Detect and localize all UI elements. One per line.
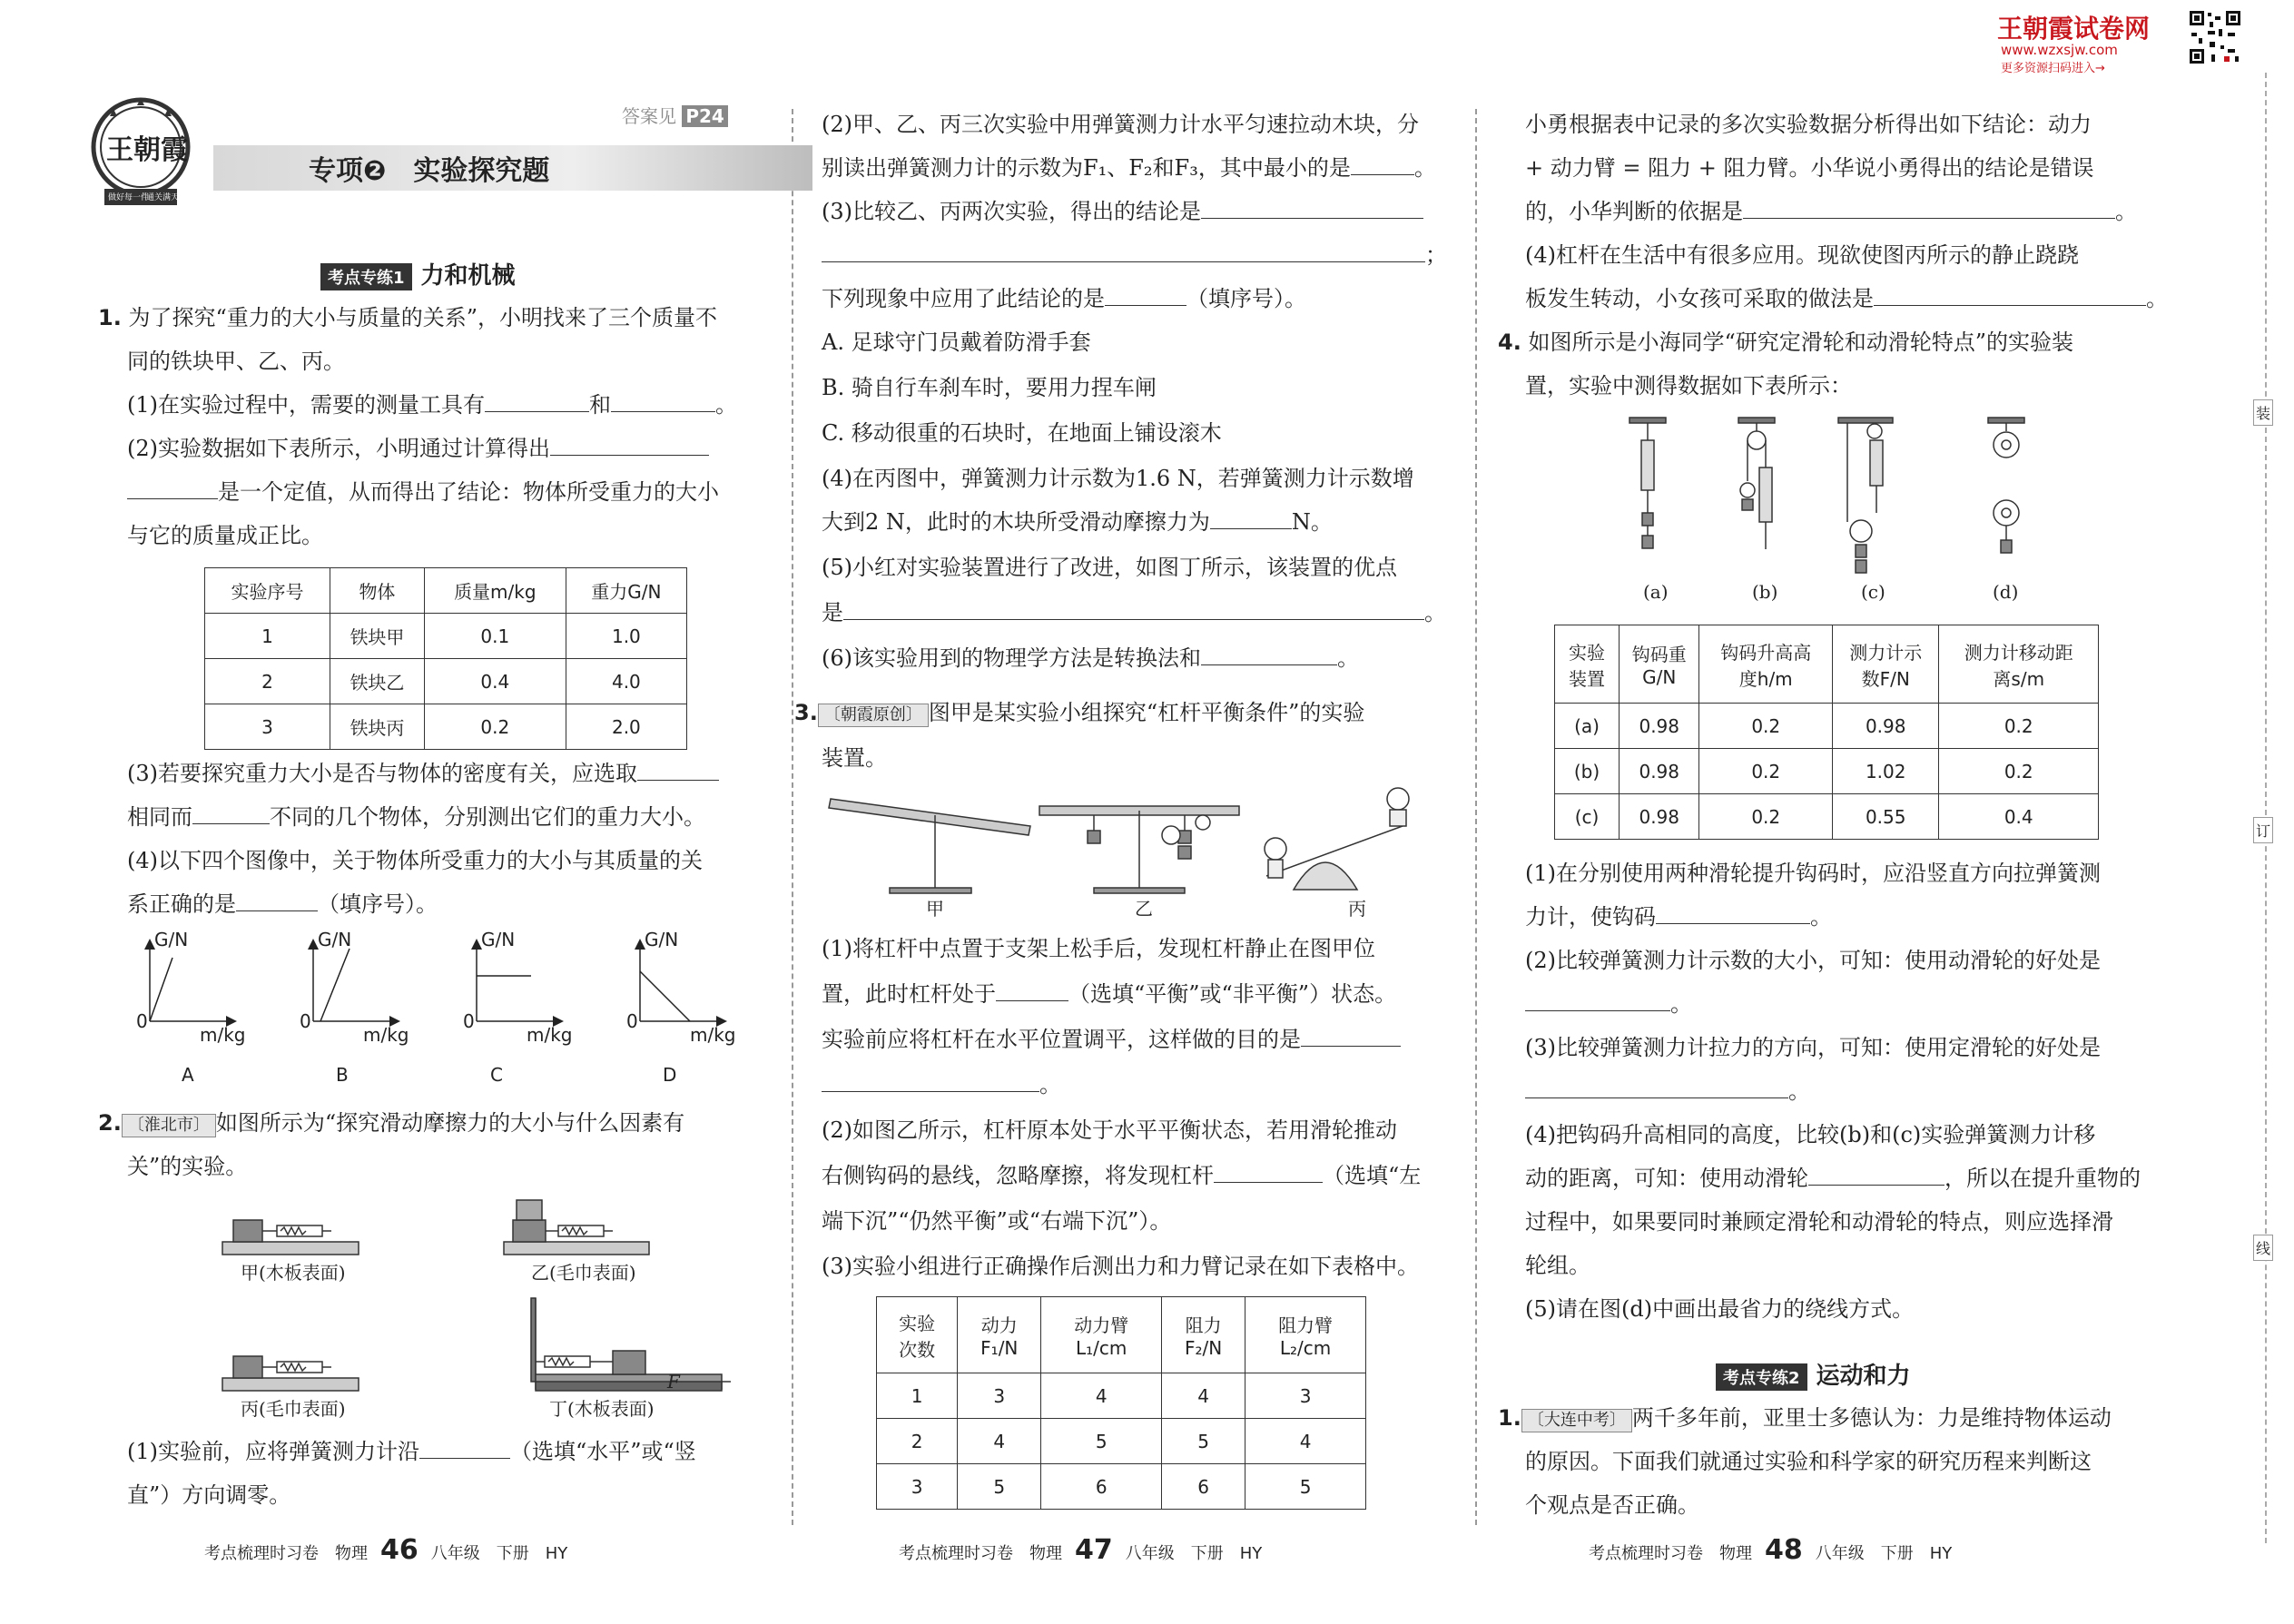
q4-blank-3[interactable] xyxy=(1525,1076,1788,1098)
table-row: 3 5 6 6 5 xyxy=(877,1464,1366,1510)
fig-ding xyxy=(531,1298,731,1391)
q3-blank-6[interactable] xyxy=(1874,283,2146,306)
q4-fig-d-caption: (d) xyxy=(1993,581,2019,603)
q2-part-5b: 是 。 xyxy=(822,597,1446,628)
page-number-47: 47 xyxy=(1075,1534,1113,1566)
q5-source-tag: 〔大连中考〕 xyxy=(1521,1409,1632,1432)
q2-blank-6[interactable] xyxy=(1210,507,1292,529)
section-1-heading xyxy=(320,257,516,290)
q3-part-2a: (2)如图乙所示，杠杆原本处于水平平衡状态，若用滑轮推动 xyxy=(822,1117,1397,1143)
q4-blank-2[interactable] xyxy=(1525,989,1670,1011)
q4-part-3b: 。 xyxy=(1525,1076,1810,1107)
q4-part-1a: (1)在分别使用两种滑轮提升钩码时，应沿竖直方向拉弹簧测 xyxy=(1525,861,2101,886)
q4-part-2b: 。 xyxy=(1525,989,1692,1019)
footer-page-48: 考点梳理时习卷 物理 48 八年级 下册 HY xyxy=(1589,1534,1953,1566)
graph-d xyxy=(640,944,722,1021)
q3-part-4b: 板发生转动，小女孩可采取的做法是 。 xyxy=(1525,283,2168,314)
q2-friction-figures xyxy=(186,1180,731,1407)
brand-slogan: 更多资源扫码进入→ xyxy=(2001,62,2105,75)
page-47 xyxy=(794,0,1457,1624)
section-2-badge: 考点专练2 xyxy=(1716,1363,1807,1391)
q3-fig-yi-caption: 乙 xyxy=(1135,898,1153,920)
brand-name: 王朝霞试卷网 xyxy=(1997,14,2151,44)
graph-d-label: D xyxy=(663,1064,677,1086)
q2-blank-3[interactable] xyxy=(1201,196,1423,219)
graph-c-origin: 0 xyxy=(463,1010,475,1032)
q4-part-4a: (4)把钩码升高相同的高度，比较(b)和(c)实验弹簧测力计移 xyxy=(1525,1122,2096,1147)
table-row: 1 3 4 4 3 xyxy=(877,1373,1366,1419)
pulley-b xyxy=(1738,418,1775,549)
q1-blank-2[interactable] xyxy=(611,389,715,412)
q1-line-1: 1. 为了探究“重力的大小与质量的关系”，小明找来了三个质量不 xyxy=(98,305,718,330)
q4-line-2: 置，实验中测得数据如下表所示： xyxy=(1525,373,1852,399)
graph-b-label: B xyxy=(336,1064,349,1086)
q1-part-2b: 是一个定值，从而得出了结论：物体所受重力的大小 xyxy=(127,477,719,507)
graph-c xyxy=(477,944,558,1021)
q3-part-3a: (3)实验小组进行正确操作后测出力和力臂记录在如下表格中。 xyxy=(822,1254,1419,1279)
table-row: 3 铁块丙 0.2 2.0 xyxy=(205,704,687,750)
graph-d-xlabel: m/kg xyxy=(690,1024,736,1046)
logo-motto-left: 做好每一件 xyxy=(108,193,150,202)
q3-source-tag: 〔朝霞原创〕 xyxy=(818,704,929,727)
graph-b xyxy=(313,944,395,1021)
table-row: 2 4 5 5 4 xyxy=(877,1419,1366,1464)
q3-part-2b: 右侧钩码的悬线，忽略摩擦，将发现杠杆 （选填“左 xyxy=(822,1160,1421,1191)
q4-blank-1[interactable] xyxy=(1656,901,1810,924)
q3-fig-jia-caption: 甲 xyxy=(926,898,944,920)
page-number-46: 46 xyxy=(380,1534,418,1566)
q1-data-table: 实验序号 物体 质量m/kg 重力G/N 1 铁块甲 0.1 1.0 2 铁块乙 0.4 4.0 3 铁块丙 0.2 2.0 xyxy=(204,567,687,750)
answer-ref-label: 答案见 xyxy=(622,105,676,127)
q4-part-5: (5)请在图(d)中画出最省力的绕线方式。 xyxy=(1525,1296,1915,1322)
graph-a-origin: 0 xyxy=(136,1010,148,1032)
graph-b-xlabel: m/kg xyxy=(363,1024,409,1046)
page-46 xyxy=(86,0,776,1624)
pulley-a xyxy=(1629,418,1666,548)
qr-code-icon[interactable] xyxy=(2188,9,2242,65)
q1-part-2c: 与它的质量成正比。 xyxy=(127,523,323,548)
graph-a xyxy=(150,944,231,1021)
q2-part-2a: (2)甲、乙、丙三次实验中用弹簧测力计水平匀速拉动木块，分 xyxy=(822,112,1419,137)
page-48 xyxy=(1498,0,2179,1624)
table-row: (a) 0.98 0.2 0.98 0.2 xyxy=(1555,704,2099,749)
binding-char-1: 装 xyxy=(2253,399,2273,426)
pulley-c xyxy=(1838,418,1893,573)
q4-fig-b-caption: (b) xyxy=(1752,581,1778,603)
q3-blank-1[interactable] xyxy=(996,979,1068,1001)
table-row: 1 铁块甲 0.1 1.0 xyxy=(205,614,687,659)
q1-part-3a: (3)若要探究重力大小是否与物体的密度有关，应选取 xyxy=(127,758,719,789)
brand-url[interactable]: www.wzxsjw.com xyxy=(2001,42,2118,58)
graph-a-ylabel: G/N xyxy=(154,929,189,950)
q5-line-1: 1. 〔大连中考〕 两千多年前，亚里士多德认为：力是维持物体运动 xyxy=(1498,1405,2112,1431)
binding-char-3: 线 xyxy=(2253,1235,2273,1261)
q5-line-3: 个观点是否正确。 xyxy=(1525,1492,1699,1518)
q2-fig-yi-caption: 乙(毛巾表面) xyxy=(531,1262,636,1284)
answer-ref xyxy=(622,102,728,128)
lever-yi xyxy=(1039,806,1239,893)
q1-part-3b: 相同而 不同的几个物体，分别测出它们的重力大小。 xyxy=(127,802,705,832)
q4-line-1: 4. 如图所示是小海同学“研究定滑轮和动滑轮特点”的实验装 xyxy=(1498,330,2074,355)
binding-char-2: 订 xyxy=(2253,817,2273,843)
graph-c-label: C xyxy=(490,1064,503,1086)
th: 实验序号 xyxy=(205,568,330,614)
page-number-48: 48 xyxy=(1765,1534,1803,1566)
logo-text: 王朝霞 xyxy=(106,134,188,166)
q1-blank-3[interactable] xyxy=(550,433,709,456)
q1-blank-1[interactable] xyxy=(485,389,589,412)
q3-part-1a: (1)将杠杆中点置于支架上松手后，发现杠杆静止在图甲位 xyxy=(822,936,1375,961)
q4-blank-4[interactable] xyxy=(1808,1163,1944,1186)
section-2-title: 运动和力 xyxy=(1816,1363,1911,1390)
q4-part-4b: 动的距离，可知：使用动滑轮 ，所以在提升重物的 xyxy=(1525,1163,2141,1194)
q4-pulley-figures xyxy=(1607,413,2079,595)
q3-line-1: 3. 〔朝霞原创〕 图甲是某实验小组探究“杠杆平衡条件”的实验 xyxy=(794,700,1365,725)
q4-part-4d: 轮组。 xyxy=(1525,1253,1590,1278)
footer-page-47: 考点梳理时习卷 物理 47 八年级 下册 HY xyxy=(899,1534,1263,1566)
graph-c-ylabel: G/N xyxy=(481,929,516,950)
q3-lever-table: 实验 次数 动力 F₁/N 动力臂 L₁/cm 阻力 F₂/N 阻力臂 L₂/cm 1 3 4 4 3 2 4 5 5 4 3 5 6 6 5 xyxy=(876,1296,1366,1510)
q3-blank-2[interactable] xyxy=(1301,1024,1401,1047)
q4-pulley-table: 实验 装置 钩码重 G/N 钩码升高高 度h/m 测力计示 数F/N 测力计移动距 离s/m (a) 0.98 0.2 0.98 0.2 (b) 0.98 0.2 1.02 0.2 (c) 0.98 0.2 0.55 0.4 xyxy=(1554,625,2099,840)
q2-part-5a: (5)小红对实验装置进行了改进，如图丁所示，该装置的优点 xyxy=(822,555,1397,580)
graph-c-xlabel: m/kg xyxy=(527,1024,573,1046)
q3-conclusion-3: 的，小华判断的依据是 。 xyxy=(1525,196,2137,227)
q2-part-1a: (1)实验前，应将弹簧测力计沿 （选填“水平”或“竖 xyxy=(127,1436,696,1467)
q4-fig-a-caption: (a) xyxy=(1643,581,1669,603)
q2-blank-2[interactable] xyxy=(1351,153,1414,175)
logo-motto-right: 通关满天下 xyxy=(146,193,188,202)
q2-part-1b: 直”）方向调零。 xyxy=(127,1482,291,1508)
graph-a-xlabel: m/kg xyxy=(200,1024,246,1046)
q4-part-1b: 力计，使钩码 。 xyxy=(1525,901,1832,932)
q1-blank-4[interactable] xyxy=(127,477,218,499)
q2-blank-4[interactable] xyxy=(822,240,1425,262)
q2-part-3b: ； xyxy=(822,240,1447,271)
q3-part-1c: 实验前应将杠杆在水平位置调平，这样做的目的是 xyxy=(822,1024,1401,1055)
q1-part-1: (1)在实验过程中，需要的测量工具有 和 。 xyxy=(127,389,737,420)
q2-part-3c: 下列现象中应用了此结论的是 （填序号）。 xyxy=(822,283,1306,314)
table-row: (b) 0.98 0.2 1.02 0.2 xyxy=(1555,749,2099,794)
q3-part-4a: (4)杠杆在生活中有很多应用。现欲使图丙所示的静止跷跷 xyxy=(1525,242,2079,268)
q1-line-2: 同的铁块甲、乙、丙。 xyxy=(127,349,345,374)
q2-option-b: B. 骑自行车刹车时，要用力捏车闸 xyxy=(822,375,1157,400)
pulley-d xyxy=(1988,418,2024,553)
q2-part-4a: (4)在丙图中，弹簧测力计示数为1.6 N，若弹簧测力计示数增 xyxy=(822,466,1414,491)
q2-fig-bing-caption: 丙(毛巾表面) xyxy=(241,1398,346,1420)
column-divider-1 xyxy=(792,109,793,1525)
q3-conclusion-2: + 动力臂 = 阻力 + 阻力臂。小华说小勇得出的结论是错误 xyxy=(1525,155,2094,181)
answer-ref-page[interactable]: P24 xyxy=(682,105,728,127)
q2-blank-8[interactable] xyxy=(1201,643,1337,665)
section-2-heading xyxy=(1716,1357,1911,1391)
footer-page-46: 考点梳理时习卷 物理 46 八年级 下册 HY xyxy=(204,1534,568,1566)
graph-b-ylabel: G/N xyxy=(318,929,352,950)
q3-part-1d: 。 xyxy=(822,1069,1061,1100)
q3-fig-bing-caption: 丙 xyxy=(1348,898,1366,920)
fig-bing xyxy=(222,1356,359,1391)
q2-part-2b: 别读出弹簧测力计的示数为F₁、F₂和F₃，其中最小的是 。 xyxy=(822,153,1436,183)
q2-option-a: A. 足球守门员戴着防滑手套 xyxy=(822,330,1091,355)
q4-part-4c: 过程中，如果要同时兼顾定滑轮和动滑轮的特点，则应选择滑 xyxy=(1525,1209,2113,1235)
q2-fig-jia-caption: 甲(木板表面) xyxy=(241,1262,346,1284)
q3-blank-3[interactable] xyxy=(822,1069,1039,1092)
binding-line xyxy=(2265,73,2267,1543)
graph-b-origin: 0 xyxy=(300,1010,311,1032)
q1-part-4a: (4)以下四个图像中，关于物体所受重力的大小与其质量的关 xyxy=(127,848,703,873)
lever-bing xyxy=(1265,788,1409,890)
section-1-badge: 考点专练1 xyxy=(320,263,412,290)
q4-fig-c-caption: (c) xyxy=(1861,581,1885,603)
table-row: 2 铁块乙 0.4 4.0 xyxy=(205,659,687,704)
lever-jia xyxy=(829,799,1030,893)
fig-yi xyxy=(504,1200,649,1255)
q3-part-1b: 置，此时杠杆处于 （选填“平衡”或“非平衡”）状态。 xyxy=(822,979,1396,1009)
q2-part-6: (6)该实验用到的物理学方法是转换法和 。 xyxy=(822,643,1359,674)
table-row: (c) 0.98 0.2 0.55 0.4 xyxy=(1555,794,2099,840)
q2-blank-7[interactable] xyxy=(843,597,1424,620)
q3-part-2c: 端下沉”“仍然平衡”或“右端下沉”）。 xyxy=(822,1208,1172,1234)
q2-option-c: C. 移动很重的石块时，在地面上铺设滚木 xyxy=(822,420,1222,446)
q2-source-tag: 〔淮北市〕 xyxy=(122,1114,216,1137)
q2-part-4b: 大到2 N，此时的木块所受滑动摩擦力为 N。 xyxy=(822,507,1333,537)
q3-blank-5[interactable] xyxy=(1743,196,2115,219)
graph-a-label: A xyxy=(182,1064,194,1086)
q4-part-2a: (2)比较弹簧测力计示数的大小，可知：使用动滑轮的好处是 xyxy=(1525,948,2101,973)
q2-blank-1[interactable] xyxy=(419,1436,510,1459)
column-divider-2 xyxy=(1475,109,1477,1525)
q5-line-2: 的原因。下面我们就通过实验和科学家的研究历程来判断这 xyxy=(1525,1449,2092,1474)
q1-blank-6[interactable] xyxy=(192,802,270,824)
q1-blank-5[interactable] xyxy=(637,758,719,781)
q3-blank-4[interactable] xyxy=(1214,1160,1323,1183)
section-1-title: 力和机械 xyxy=(420,262,516,290)
q2-force-label: F xyxy=(667,1371,680,1393)
fig-jia xyxy=(222,1220,359,1255)
q2-blank-5[interactable] xyxy=(1105,283,1186,306)
q2-fig-ding-caption: 丁(木板表面) xyxy=(549,1398,655,1420)
page-title: 专项❷ 实验探究题 xyxy=(309,155,550,187)
q2-line-2: 关”的实验。 xyxy=(127,1154,248,1179)
graph-d-ylabel: G/N xyxy=(645,929,679,950)
q2-part-3a: (3)比较乙、丙两次实验，得出的结论是 xyxy=(822,196,1423,227)
q2-line-1: 2. 〔淮北市〕 如图所示为“探究滑动摩擦力的大小与什么因素有 xyxy=(98,1110,685,1136)
q1-part-4b: 系正确的是 （填序号）。 xyxy=(127,889,438,920)
q3-conclusion-1: 小勇根据表中记录的多次实验数据分析得出如下结论：动力 xyxy=(1525,112,2092,137)
q4-part-3a: (3)比较弹簧测力计拉力的方向，可知：使用定滑轮的好处是 xyxy=(1525,1035,2101,1060)
q1-part-2a: (2)实验数据如下表所示，小明通过计算得出 xyxy=(127,433,709,464)
graph-d-origin: 0 xyxy=(626,1010,638,1032)
q3-line-2: 装置。 xyxy=(822,745,887,771)
q1-blank-7[interactable] xyxy=(236,889,318,911)
